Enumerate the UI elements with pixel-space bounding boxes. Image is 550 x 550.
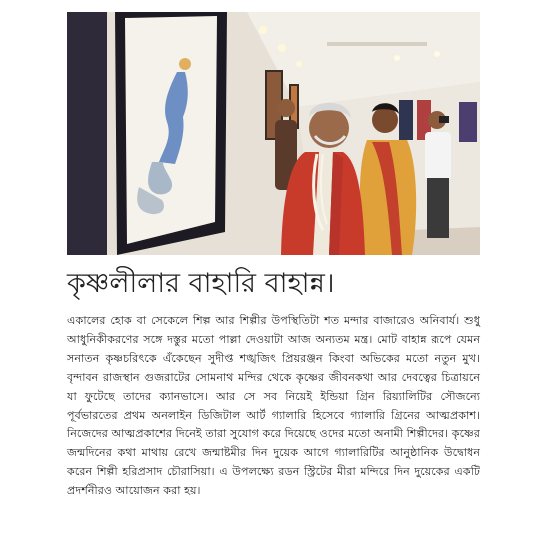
body-paragraph: একালের হোক বা সেকেলে শিল্প আর শিল্পীর উপস্থিতিটা শত মন্দার বাজারেও অনিবার্য। শুধু আধুনিকীকরণের সঙ্গে দস্তুর মতো পাল্লা দেওয়াটা আজ অন্যতম মন্ত্র। মোট বাহান্ন রূপে যেমন সনাতন কৃষ্ণচরিৎকে এঁকেছেন সুদীপ্ত শঙ্খজিৎ প্রিয়রঞ্জন কিংবা অভিকের মতো নতুন মুখ। বৃন্দাবন রাজস্থান গুজরাটের সোমনাথ মন্দির থেকে কৃষ্ণের জীবনকথা আর দেবত্বের চিত্রায়নে যা ফুটেছে তাদের ক্যানভাসে। আর সে সব নিয়েই ইন্ডিয়া গ্রিন রিয়্যালিটির সৌজন্যে পূর্বভারতের প্রথম অনলাইন ডিজিটাল আর্ট গ্যালারি হিসেবে গ্যালারি গ্রিনের আত্মপ্রকাশ। নিজেদের আত্মপ্রকাশের দিনেই তারা সুযোগ করে দিয়েছে ওদের মতো অনামী শিল্পীদের। কৃষ্ণের জন্মদিনের কথা মাথায় রেখে জন্মাষ্টমীর দিন দুয়েক আগে গ্যালারিটির আনুষ্ঠানিক উদ্বোধন করেন শিল্পী হরিপ্রসাদ চৌরাসিয়া। এ উপলক্ষ্যে রডন স্ট্রিটের মীরা মন্দিরে দিন দুয়েকের একটি প্রদর্শনীরও আয়োজন করা হয়। — [67, 314, 480, 498]
gallery-photo — [67, 12, 480, 255]
headline: কৃষ্ণলীলার বাহারি বাহান্ন। — [67, 268, 335, 299]
article-body — [67, 312, 480, 501]
